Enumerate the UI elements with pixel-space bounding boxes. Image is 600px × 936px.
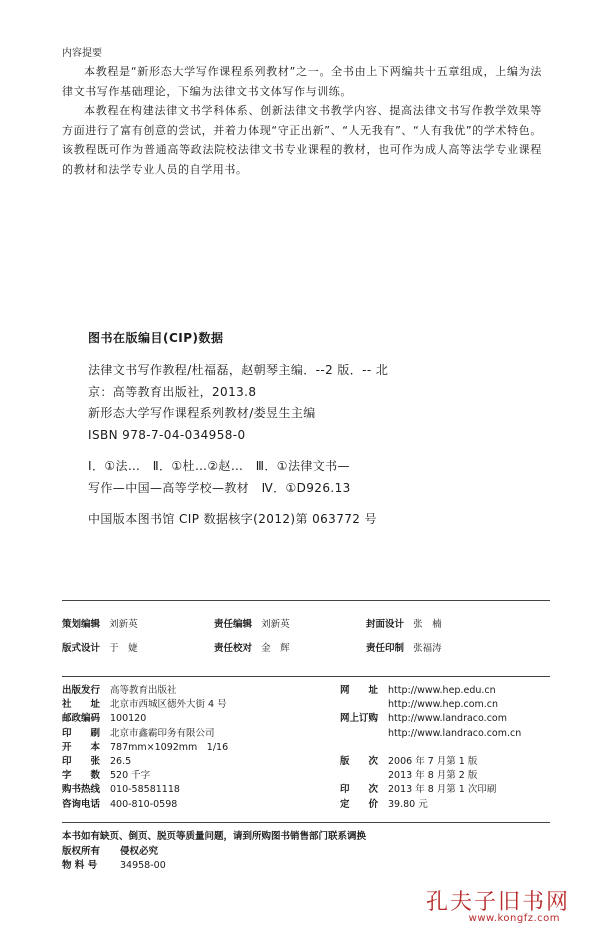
pub-value: 520 千字 (110, 770, 151, 782)
staff-value: 于 婕 (109, 643, 138, 654)
pub-label: 开 本 (62, 741, 101, 753)
pub-label: 印 次 (340, 784, 379, 796)
pub-label: 定 价 (340, 798, 379, 810)
notice-block (62, 830, 550, 874)
pub-label: 咨询电话 (62, 798, 101, 810)
staff-value: 张福涛 (413, 643, 442, 654)
edition-value: 2006 年 7 月第 1 版 (388, 756, 478, 767)
staff-item (214, 616, 290, 630)
pub-value: 787mm×1092mm 1/16 (110, 741, 229, 753)
printing-value: 2013 年 8 月第 1 次印刷 (388, 784, 497, 796)
staff-label: 策划编辑 (62, 619, 101, 630)
pub-value: 400-810-0598 (110, 798, 178, 810)
cip-line: 法律文书写作教程/杜福磊，赵朝琴主编．--2 版．-- 北 (88, 363, 389, 377)
pub-label: 网上订购 (340, 713, 379, 725)
abstract-body (62, 62, 542, 179)
pub-label: 印 张 (62, 756, 101, 767)
pub-label: 邮政编码 (62, 713, 101, 725)
staff-item (214, 640, 290, 654)
cip-title: 图书在版编目(CIP)数据 (88, 331, 224, 345)
staff-label: 责任校对 (214, 643, 253, 654)
cip-classification: Ⅰ．①法… Ⅱ．①杜…②赵… Ⅲ．①法律文书— (88, 459, 350, 473)
pub-value: 100120 (110, 713, 147, 725)
publication-left (62, 684, 322, 814)
staff-value: 刘新英 (261, 619, 290, 630)
rights-value: 侵权必究 (120, 845, 159, 857)
abstract-title: 内容提要 (62, 48, 102, 59)
pub-label: 网 址 (340, 685, 379, 696)
pub-label: 购书热线 (62, 784, 101, 796)
staff-value: 金 辉 (261, 643, 290, 654)
cip-classification: 写作—中国—高等学校—教材 Ⅳ．①D926.13 (88, 480, 351, 495)
rights-label: 版权所有 (62, 845, 101, 857)
website-link[interactable]: http://www.hep.com.cn (388, 699, 499, 711)
pub-label: 社 址 (62, 699, 101, 711)
staff-item (62, 616, 138, 630)
item-number-label: 物 料 号 (62, 860, 98, 871)
watermark-url[interactable]: www.kongfz.com (468, 913, 560, 924)
staff-value: 张 楠 (413, 619, 442, 630)
pub-value: 26.5 (110, 756, 132, 767)
pub-value: 010-58581118 (110, 784, 180, 796)
pub-label: 印 刷 (62, 727, 101, 739)
pub-label: 出版发行 (62, 685, 101, 696)
pub-label: 版 次 (340, 756, 379, 767)
order-link[interactable]: http://www.landraco.com (388, 713, 507, 725)
divider (62, 822, 550, 823)
staff-label: 版式设计 (62, 643, 101, 654)
publication-right (340, 684, 555, 814)
website-link[interactable]: http://www.hep.edu.cn (388, 685, 496, 696)
order-link[interactable]: http://www.landraco.com.cn (388, 727, 522, 739)
cip-line: 新形态大学写作课程系列教材/娄昱生主编 (88, 406, 316, 420)
cip-line: 京：高等教育出版社，2013.8 (88, 384, 257, 399)
pub-label: 字 数 (62, 770, 101, 782)
cip-line: ISBN 978-7-04-034958-0 (88, 427, 246, 442)
staff-label: 责任印制 (366, 643, 405, 654)
pub-value: 北京市鑫霸印务有限公司 (110, 727, 215, 739)
notice-text: 本书如有缺页、倒页、脱页等质量问题，请到所购图书销售部门联系调换 (62, 831, 367, 842)
abstract-paragraph: 本教程是“新形态大学写作课程系列教材”之一。全书由上下两编共十五章组成，上编为法律文书写作基础理论，下编为法律文书文体写作与训练。 (62, 65, 542, 98)
cip-number: 中国版本图书馆 CIP 数据核字(2012)第 063772 号 (88, 512, 377, 526)
abstract-paragraph: 本教程在构建法律文书学科体系、创新法律文书教学内容、提高法律文书写作教学效果等方面进行了富有创意的尝试，并着力体现“守正出新”、“人无我有”、“人有我优”的学术特色。该教程既可作为普通高等政法院校法律文书专业课程的教材，也可作为成人高等法学专业课程的教材和法学专业人员的自学用书。 (62, 104, 542, 176)
staff-value: 刘新英 (109, 619, 138, 630)
divider (62, 676, 550, 677)
staff-item (62, 640, 138, 654)
pub-value: 北京市西城区德外大街 4 号 (110, 699, 227, 711)
staff-label: 封面设计 (366, 619, 405, 630)
staff-label: 责任编辑 (214, 619, 253, 630)
watermark-logo: 孔夫子旧书网 (425, 890, 570, 915)
item-number-value: 34958-00 (120, 860, 166, 871)
cip-record (88, 360, 558, 531)
edition-value: 2013 年 8 月第 2 版 (388, 770, 478, 782)
divider (62, 600, 550, 601)
staff-item (366, 616, 442, 630)
pub-value: 高等教育出版社 (110, 685, 177, 696)
staff-item (366, 640, 442, 654)
price-value: 39.80 元 (388, 798, 428, 810)
